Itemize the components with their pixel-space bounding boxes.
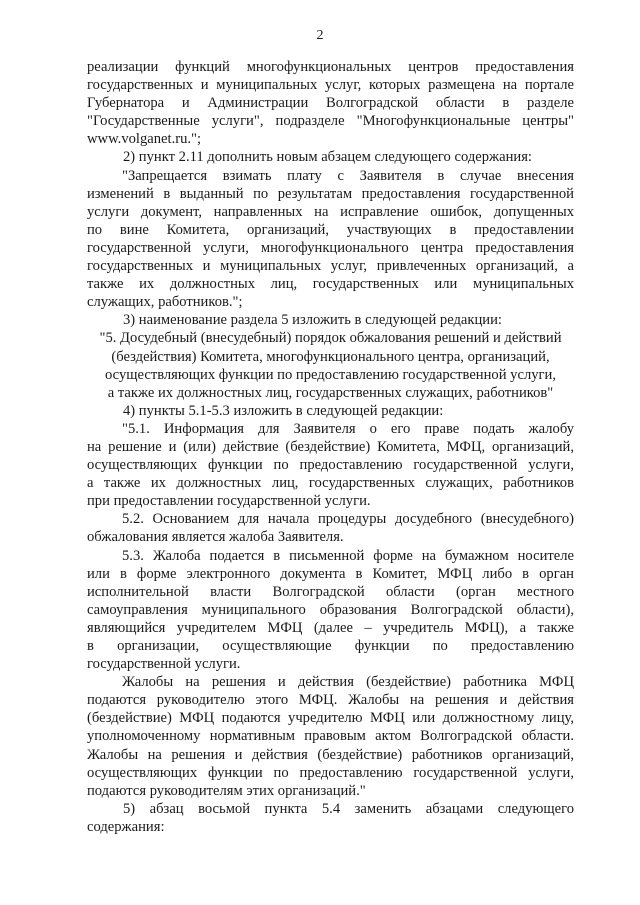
text-line: подаются руководителю этого МФЦ. Жалобы на решения и действия: [87, 692, 574, 709]
text-line: государственных и муниципальных услуг, которых размещена на портале: [87, 77, 574, 94]
text-line: "Запрещается взимать плату с Заявителя в случае внесения: [122, 167, 574, 184]
text-line: Жалобы на решения и действия (бездействие) работников организаций,: [87, 746, 574, 763]
paragraph-complaints: [87, 673, 574, 800]
text-line: Жалобы на решения и действия (бездействие) работника МФЦ: [122, 674, 574, 691]
text-line: 5.3. Жалоба подается в письменной форме на бумажном носителе: [122, 547, 574, 564]
text-line: в организации, осуществляющие функции по предоставлению: [87, 638, 574, 654]
text-line: также их должностных лиц, государственных или муниципальных: [87, 276, 574, 293]
text-line: содержания:: [87, 818, 165, 835]
text-line: государственной услуги.: [87, 656, 241, 673]
paragraph-5-2: [87, 510, 574, 546]
paragraph-5-3: [87, 547, 574, 674]
text-line: 4) пункты 5.1-5.3 изложить в следующей редакции:: [123, 402, 444, 419]
text-line: www.volganet.ru.";: [87, 131, 202, 148]
paragraph-item-4: [87, 402, 574, 420]
text-line: 5) абзац восьмой пункта 5.4 заменить абзацами следующего: [123, 800, 574, 817]
text-line: или в форме электронного документа в Комитет, МФЦ либо в орган: [87, 565, 574, 582]
text-line: изменений в выданный по результатам предоставления государственной: [87, 185, 574, 202]
text-line: 3) наименование раздела 5 изложить в следующей редакции:: [123, 312, 502, 329]
paragraph-fee-prohibition: [87, 167, 574, 312]
text-line: осуществляющих функции по предоставлению государственной услуги,: [87, 764, 574, 781]
text-line: "Государственные услуги", подразделе "Многофункциональные центры": [87, 113, 574, 130]
paragraph-portal-info: [87, 58, 574, 148]
text-line: осуществляющих функции по предоставлению государственной услуги,: [87, 457, 574, 474]
text-line: (бездействия) Комитета, многофункционального центра, организаций,: [111, 348, 550, 365]
text-line: Губернатора и Администрации Волгоградской области в разделе: [87, 95, 574, 112]
paragraph-5-1: [87, 420, 574, 510]
text-line: государственных и муниципальных услуг, привлеченных организаций, а: [87, 258, 574, 275]
text-line: государственной услуги, многофункционального центра предоставления: [87, 239, 574, 256]
text-line: осуществляющих функции по предоставлению государственной услуги,: [105, 366, 556, 383]
text-line: самоуправления муниципального образования Волгоградской области),: [87, 601, 574, 618]
text-line: (бездействие) МФЦ подаются учредителю МФЦ или должностному лицу,: [87, 710, 574, 727]
text-line: а также их должностных лиц, государственных служащих, работников": [107, 384, 554, 401]
paragraph-item-5: [87, 800, 574, 836]
text-line: "5. Досудебный (внесудебный) порядок обжалования решений и действий: [99, 330, 562, 347]
text-line: 5.2. Основанием для начала процедуры досудебного (внесудебного): [122, 511, 574, 528]
text-line: служащих, работников.";: [87, 294, 243, 311]
paragraph-item-3: [87, 311, 574, 329]
text-line: уполномоченному нормативным правовым актом Волгоградской области.: [87, 728, 574, 745]
text-line: являющийся учредителем МФЦ (далее – учредитель МФЦ), а также: [87, 619, 574, 636]
text-line: на решение и (или) действие (бездействие) Комитета, МФЦ, организаций,: [87, 438, 574, 455]
text-line: "5.1. Информация для Заявителя о его праве подать жалобу: [122, 420, 574, 437]
paragraph-item-2: [87, 148, 574, 166]
text-line: при предоставлении государственной услуги.: [87, 493, 371, 510]
text-line: обжалования является жалоба Заявителя.: [87, 529, 344, 546]
text-line: 2) пункт 2.11 дополнить новым абзацем следующего содержания:: [123, 149, 532, 166]
section-5-heading: [87, 329, 574, 401]
document-body: [87, 58, 574, 836]
text-line: подаются руководителям этих организаций.": [87, 782, 366, 799]
text-line: реализации функций многофункциональных центров предоставления: [87, 59, 574, 75]
text-line: по вине Комитета, организаций, участвующих в предоставлении: [87, 221, 574, 238]
page-number: 2: [316, 28, 324, 43]
text-line: а также их должностных лиц, государственных служащих, работников: [87, 475, 574, 492]
text-line: исполнительной власти Волгоградской области (орган местного: [87, 583, 574, 600]
text-line: услуги документ, направленных на исправление ошибок, допущенных: [87, 203, 574, 220]
